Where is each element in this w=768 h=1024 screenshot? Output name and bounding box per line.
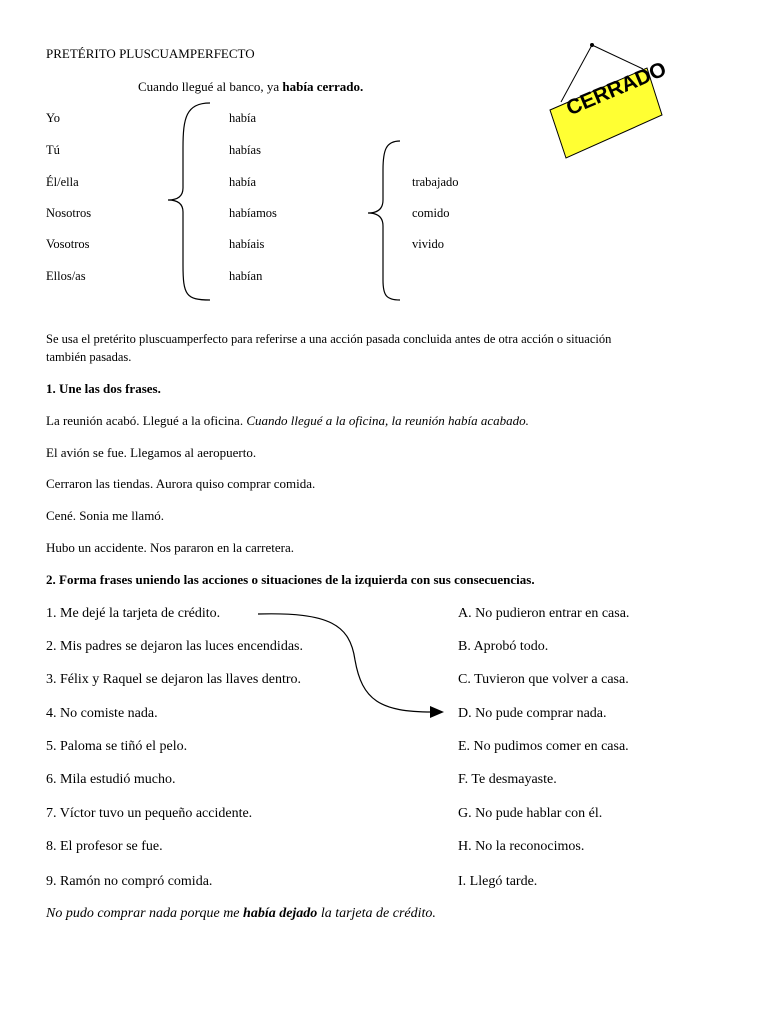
exercise1-item: El avión se fue. Llegamos al aeropuerto. — [46, 445, 257, 460]
consequence-item: A. No pudieron entrar en casa. — [458, 606, 630, 621]
participle: vivido — [412, 237, 444, 251]
auxiliary-form: habías — [229, 143, 261, 157]
pronoun: Ellos/as — [46, 269, 86, 283]
cause-item: 4. No comiste nada. — [46, 706, 158, 721]
pronoun: Tú — [46, 143, 60, 157]
cause-item: 8. El profesor se fue. — [46, 839, 163, 854]
auxiliary-form: había — [229, 175, 257, 189]
cause-item: 3. Félix y Raquel se dejaron las llaves dentro. — [46, 672, 302, 687]
pronoun: Vosotros — [46, 237, 90, 251]
cause-item: 5. Paloma se tiñó el pelo. — [46, 739, 188, 754]
cause-item: 6. Mila estudió mucho. — [46, 772, 176, 787]
exercise1-item: Hubo un accidente. Nos pararon en la carretera. — [46, 540, 294, 555]
exercise2-heading: 2. Forma frases uniendo las acciones o situaciones de la izquierda con sus consecuencias. — [46, 572, 535, 587]
consequence-item: F. Te desmayaste. — [458, 772, 557, 787]
example-sentence: Cuando llegué al banco, ya había cerrado. — [138, 79, 364, 94]
exercise1-item: Cerraron las tiendas. Aurora quiso comprar comida. — [46, 476, 316, 491]
auxiliary-form: habíais — [229, 237, 265, 251]
closed-sign-text: CERRADO — [563, 57, 670, 121]
cause-item: 1. Me dejé la tarjeta de crédito. — [46, 606, 221, 621]
consequence-item: D. No pude comprar nada. — [458, 706, 607, 721]
consequence-item: G. No pude hablar con él. — [458, 806, 603, 821]
participle: comido — [412, 206, 450, 220]
consequence-item: I. Llegó tarde. — [458, 874, 538, 889]
consequence-item: C. Tuvieron que volver a casa. — [458, 672, 629, 687]
exercise1-heading: 1. Une las dos frases. — [46, 381, 161, 396]
answer-example: No pudo comprar nada porque me había dejado la tarjeta de crédito. — [46, 906, 436, 921]
pronoun: Nosotros — [46, 206, 92, 220]
consequence-item: E. No pudimos comer en casa. — [458, 739, 629, 754]
exercise1-item: Cené. Sonia me llamó. — [46, 508, 165, 523]
exercise1-example: La reunión acabó. Llegué a la oficina. Cuando llegué a la oficina, la reunión había acabado. — [46, 413, 529, 428]
cause-item: 2. Mis padres se dejaron las luces encendidas. — [46, 639, 303, 654]
auxiliary-form: habían — [229, 269, 263, 283]
pronoun: Él/ella — [46, 175, 79, 189]
pronoun: Yo — [46, 111, 61, 125]
auxiliary-form: habíamos — [229, 206, 277, 220]
consequence-item: H. No la reconocimos. — [458, 839, 585, 854]
participle: trabajado — [412, 175, 459, 189]
explanation-line: también pasadas. — [46, 350, 132, 364]
auxiliary-form: había — [229, 111, 257, 125]
page-title: PRETÉRITO PLUSCUAMPERFECTO — [46, 46, 255, 61]
consequence-item: B. Aprobó todo. — [458, 639, 549, 654]
explanation-line: Se usa el pretérito pluscuamperfecto para referirse a una acción pasada concluida antes de otra acción o situación — [46, 332, 612, 346]
cause-item: 9. Ramón no compró comida. — [46, 874, 213, 889]
cause-item: 7. Víctor tuvo un pequeño accidente. — [46, 806, 253, 821]
